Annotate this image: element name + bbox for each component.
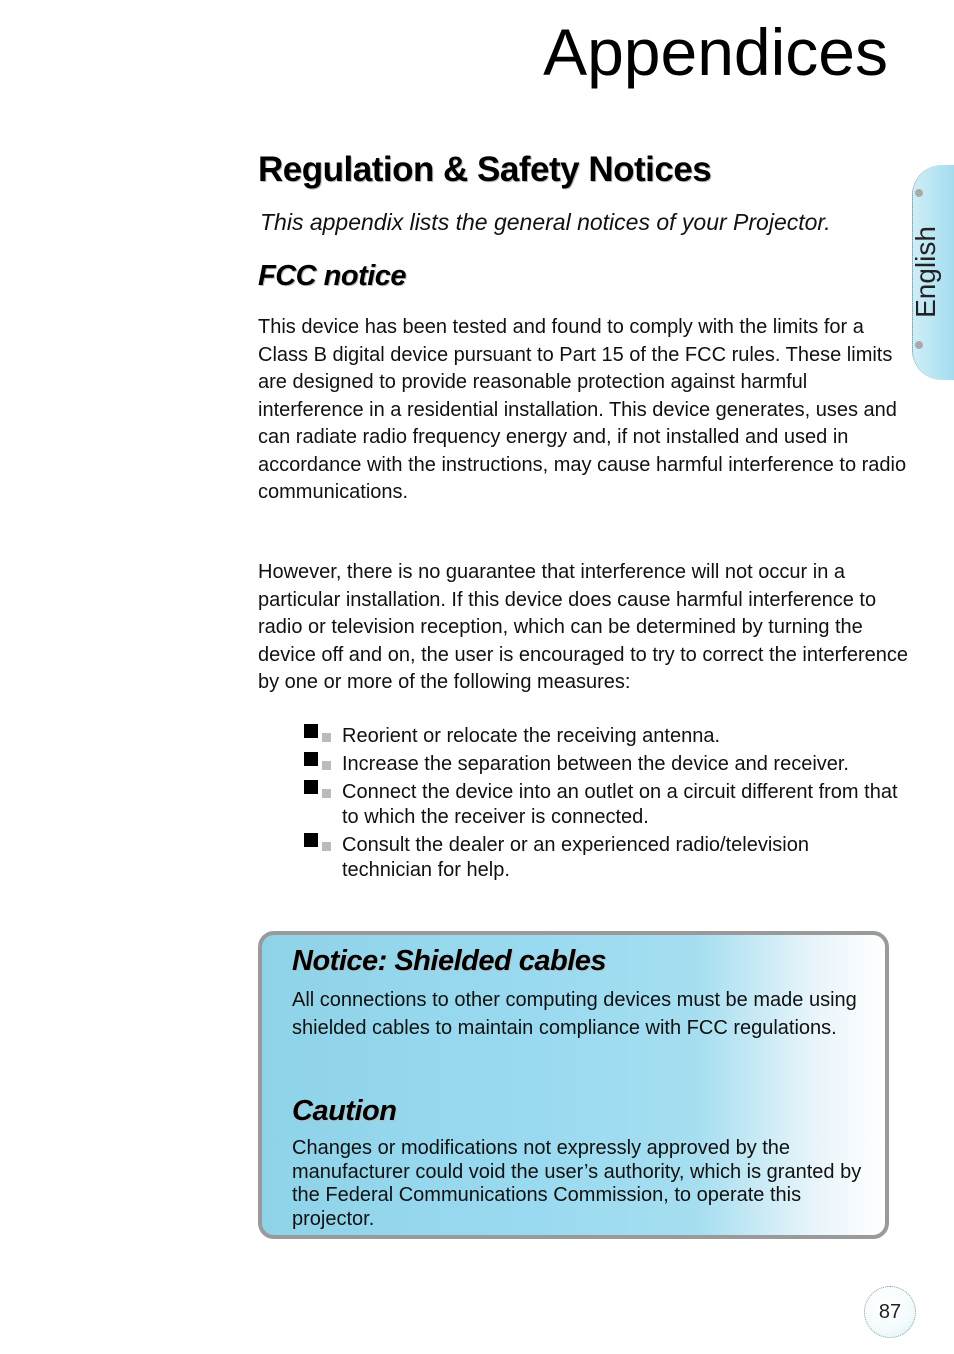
square-bullet-icon: [300, 833, 340, 857]
list-item: [300, 833, 900, 883]
square-bullet-icon: [300, 780, 340, 804]
measure-text: Reorient or relocate the receiving antenna.: [342, 725, 721, 747]
shielded-cables-text: All connections to other computing devices must be made using shielded cables to maintain compliance with FCC regulations.: [292, 989, 857, 1039]
list-item: [300, 752, 900, 777]
shielded-cables-title: Notice: Shielded cables: [292, 945, 607, 977]
language-label: English: [910, 226, 941, 318]
list-item: [300, 780, 900, 830]
fcc-paragraph-1: This device has been tested and found to comply with the limits for a Class B digital device pursuant to Part 15 of the FCC rules. These limits are designed to provide reasonable protection against harmful interference in a residential installation. This device generates, uses and can radiate radio frequency energy and, if not installed and used in accordance with the instructions, may cause harmful interference to radio communications.: [258, 316, 907, 503]
caution-text: Changes or modifications not expressly approved by the manufacturer could void the user’s authority, which is granted by the Federal Communications Commission, to operate this projector.: [292, 1137, 862, 1230]
measure-text: Increase the separation between the device and receiver.: [342, 753, 849, 775]
fcc-paragraph-2: However, there is no guarantee that interference will not occur in a particular installation. If this device does cause harmful interference to radio or television reception, which can be determined by turning the device off and on, the user is encouraged to try to correct the interference by one or more of the following measures:: [258, 561, 909, 693]
fcc-measures-list: [300, 724, 900, 886]
square-bullet-icon: [300, 752, 340, 776]
page-header-title: Appendices: [543, 15, 888, 89]
fcc-notice-title: FCC notice: [258, 260, 407, 292]
measure-text: Consult the dealer or an experienced radio/television technician for help.: [342, 834, 809, 881]
square-bullet-icon: [300, 724, 340, 748]
caution-title: Caution: [292, 1095, 397, 1127]
section-title: Regulation & Safety Notices: [258, 150, 712, 189]
measure-text: Connect the device into an outlet on a circuit different from that to which the receiver is connected.: [342, 781, 898, 828]
section-intro: This appendix lists the general notices of your Projector.: [260, 209, 831, 235]
dot-icon: [915, 189, 923, 197]
page-number: 87: [864, 1286, 916, 1338]
dot-icon: [915, 341, 923, 349]
notice-box: [258, 931, 889, 1239]
list-item: [300, 724, 900, 749]
